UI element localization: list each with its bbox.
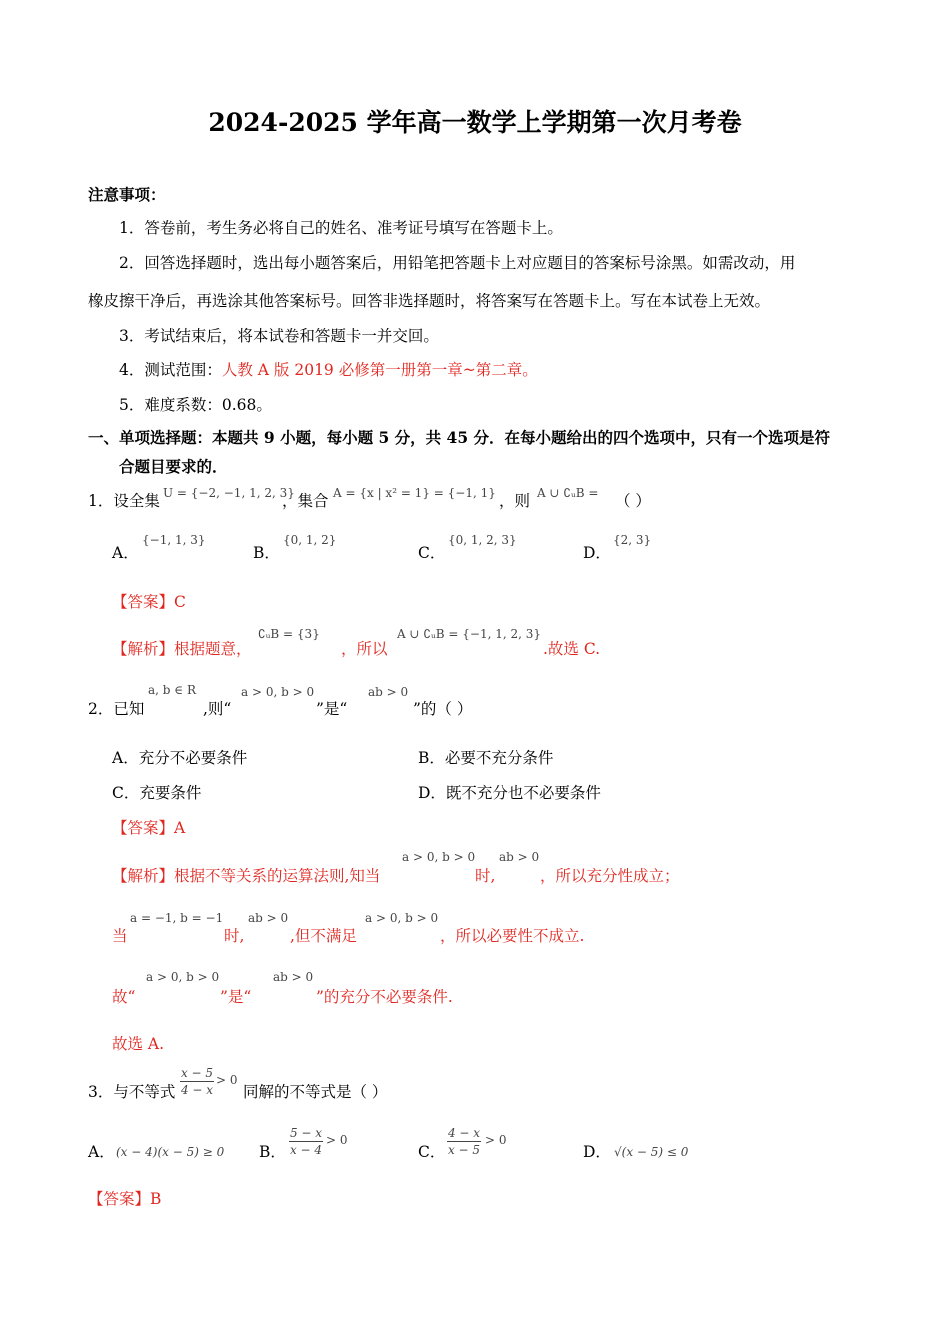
notice-item-3: 3．考试结束后，将本试卷和答题卡一并交回。 — [119, 327, 439, 345]
notice-heading: 注意事项： — [88, 185, 166, 204]
q1-option-c-value: {0, 1, 2, 3} — [448, 533, 517, 547]
q3-option-c-fraction — [447, 1126, 481, 1157]
q2-analysis-math-ab0: ab > 0 — [499, 850, 540, 864]
notice-item-2: 2．回答选择题时，选出每小题答案后，用铅笔把答题卡上对应题目的答案标号涂黑。如需改动，用 — [119, 254, 796, 272]
notice-item-1: 1．答卷前，考生务必将自己的姓名、准考证号填写在答题卡上。 — [119, 219, 563, 237]
q2-math-cond: a > 0, b > 0 — [241, 685, 315, 699]
page-title: 2024-2025 学年高一数学上学期第一次月考卷 — [208, 108, 742, 137]
q1-math-A: A = {x | x² = 1} = {−1, 1} — [333, 486, 496, 500]
q2-analysis-line1-prefix: 【解析】根据不等关系的运算法则,知当 — [112, 867, 381, 885]
q1-text-mid1: ，集合 — [282, 492, 329, 510]
q1-blank: （ ） — [615, 492, 651, 510]
section-heading: 一、单项选择题：本题共 9 小题，每小题 5 分，共 45 分．在每小题给出的四个选项中，只有一个选项是符 — [88, 428, 831, 447]
fraction-bar — [180, 1081, 214, 1082]
notice-item-5: 5．难度系数：0.68。 — [119, 396, 272, 414]
q1-math-expr: A ∪ ∁ᵤB = — [537, 486, 599, 500]
q2-number: 2．已知 — [88, 700, 145, 718]
q2-text-end: ”的（ ） — [413, 700, 473, 718]
q2-text-mid1: ,则“ — [203, 700, 232, 718]
q2-analysis-math-cond-2: a > 0, b > 0 — [365, 911, 439, 925]
q3-answer: 【答案】B — [88, 1190, 162, 1208]
q1-option-b-label: B． — [253, 544, 280, 562]
q1-analysis-end: .故选 C. — [543, 640, 601, 658]
q3-option-c-label: C． — [418, 1143, 446, 1161]
q3-option-c-numerator: 4 − x — [447, 1126, 481, 1140]
q2-analysis-line1-end: ，所以充分性成立； — [540, 867, 680, 885]
q2-analysis-math-ab0-3: ab > 0 — [273, 970, 314, 984]
q2-analysis-line3-end: ”的充分不必要条件. — [316, 988, 453, 1006]
q1-option-d-label: D． — [583, 544, 611, 562]
q1-math-U: U = {−2, −1, 1, 2, 3} — [163, 486, 295, 500]
q1-option-b-value: {0, 1, 2} — [283, 533, 337, 547]
q3-option-b-relation: > 0 — [326, 1133, 348, 1147]
q2-math-ab: a, b ∈ R — [148, 683, 197, 697]
q3-option-d-label: D． — [583, 1143, 611, 1161]
q3-option-a-label: A． — [88, 1143, 115, 1161]
q3-option-b-label: B． — [259, 1143, 286, 1161]
q2-option-c: C．充要条件 — [112, 784, 202, 802]
q1-option-d-value: {2, 3} — [613, 533, 652, 547]
q1-analysis-prefix: 【解析】根据题意， — [112, 640, 252, 658]
q1-option-a-label: A． — [112, 544, 139, 562]
fraction-bar — [289, 1141, 323, 1142]
test-scope: 人教 A 版 2019 必修第一册第一章~第二章。 — [221, 361, 538, 379]
section-heading-cont: 合题目要求的． — [119, 457, 228, 476]
q2-analysis-line3-mid: ”是“ — [220, 988, 252, 1006]
q1-answer: 【答案】C — [112, 593, 186, 611]
q2-analysis-line3-prefix: 故“ — [112, 988, 136, 1006]
q2-analysis-line2-end: ，所以必要性不成立. — [440, 927, 585, 945]
q2-analysis-math-ab0-2: ab > 0 — [248, 911, 289, 925]
q3-fraction-numerator: x − 5 — [180, 1066, 214, 1080]
q1-text-mid2: ，则 — [499, 492, 531, 510]
q3-option-c-relation: > 0 — [485, 1133, 507, 1147]
q2-text-mid2: ”是“ — [316, 700, 348, 718]
q3-number: 3．与不等式 — [88, 1083, 176, 1101]
q3-fraction-denominator: 4 − x — [180, 1083, 214, 1097]
q2-analysis-line2-mid1: 时, — [224, 927, 245, 945]
q3-fraction — [180, 1066, 214, 1097]
q2-analysis-math-cond-3: a > 0, b > 0 — [146, 970, 220, 984]
q1-number: 1．设全集 — [88, 492, 160, 510]
q3-text-end: 同解的不等式是（ ） — [243, 1083, 388, 1101]
fraction-bar — [447, 1141, 481, 1142]
q2-analysis-line2-prefix: 当 — [112, 927, 128, 945]
q3-option-b-numerator: 5 − x — [289, 1126, 323, 1140]
q1-analysis-mid: ，所以 — [341, 640, 388, 658]
q1-option-c-label: C． — [418, 544, 446, 562]
q1-analysis-math2: A ∪ ∁ᵤB = {−1, 1, 2, 3} — [397, 627, 542, 641]
q2-option-d: D．既不充分也不必要条件 — [418, 784, 601, 802]
q2-option-b: B．必要不充分条件 — [418, 749, 554, 767]
q3-option-b-denominator: x − 4 — [289, 1143, 323, 1157]
q2-option-a: A．充分不必要条件 — [112, 749, 248, 767]
q2-math-ab0: ab > 0 — [368, 685, 409, 699]
q3-option-a-value: (x − 4)(x − 5) ≥ 0 — [116, 1145, 225, 1159]
q3-option-c-denominator: x − 5 — [447, 1143, 481, 1157]
q3-fraction-relation: > 0 — [216, 1073, 238, 1087]
notice-item-2-cont: 橡皮擦干净后，再选涂其他答案标号。回答非选择题时，将答案写在答题卡上。写在本试卷上无效。 — [88, 292, 771, 310]
q2-analysis-math-cond: a > 0, b > 0 — [402, 850, 476, 864]
q1-analysis-math1: ∁ᵤB = {3} — [258, 627, 320, 641]
notice-item-4-prefix: 4．测试范围： — [119, 361, 222, 379]
q2-analysis-line2-mid2: ,但不满足 — [290, 927, 357, 945]
q2-conclusion: 故选 A. — [112, 1035, 165, 1053]
q2-analysis-line1-mid: 时, — [475, 867, 496, 885]
q3-option-b-fraction — [289, 1126, 323, 1157]
q2-answer: 【答案】A — [112, 819, 186, 837]
notice-item-4 — [119, 358, 538, 380]
q2-analysis-math-neg: a = −1, b = −1 — [130, 911, 224, 925]
q1-option-a-value: {−1, 1, 3} — [142, 533, 206, 547]
q3-option-d-value: √(x − 5) ≤ 0 — [614, 1145, 689, 1159]
